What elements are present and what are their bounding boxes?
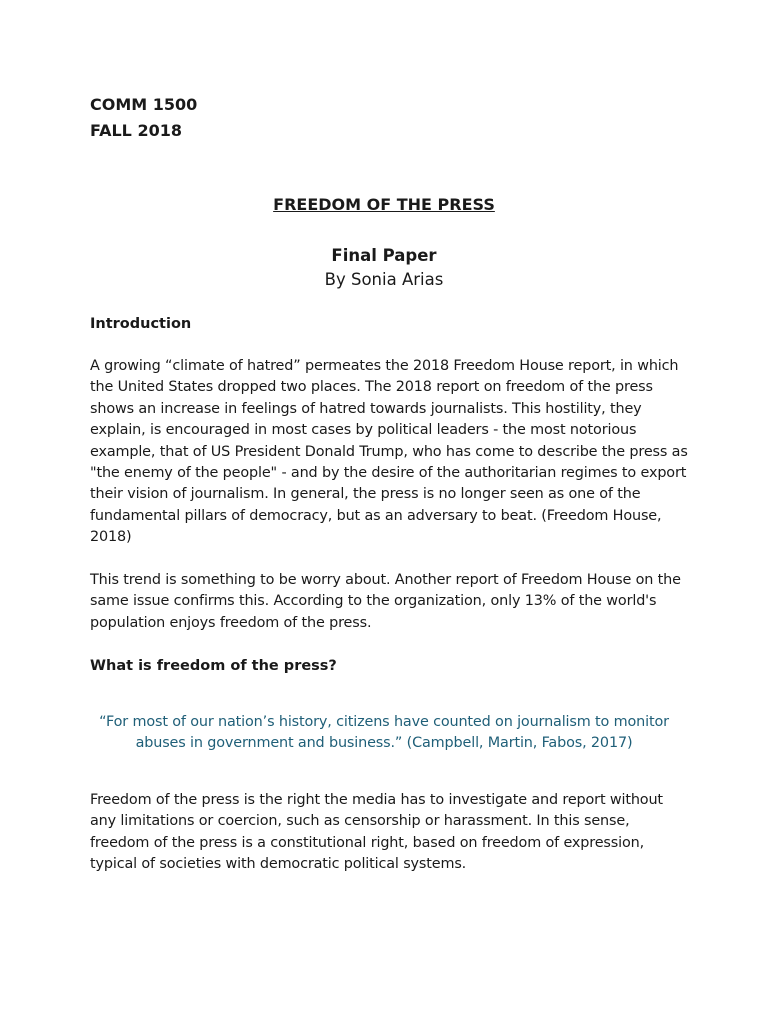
block-quote: “For most of our nation’s history, citizens have counted on journalism to monitor abuses in government and business.” (Campbell, Martin, Fabos, 2017)	[99, 714, 669, 752]
course-term: FALL 2018	[90, 121, 182, 140]
intro-paragraph-2: This trend is something to be worry about. Another report of Freedom House on the same issue confirms this. According to the organization, only 13% of the world's population enjoys freedom of the press.	[90, 572, 681, 631]
paper-title: FREEDOM OF THE PRESS	[273, 195, 495, 214]
intro-paragraph-1: A growing “climate of hatred” permeates the 2018 Freedom House report, in which the United States dropped two places. The 2018 report on freedom of the press shows an increase in feelings of hatred towards journalists. This hostility, they explain, is encouraged in most cases by political leaders - the most notorious example, that of US President Donald Trump, who has come to describe the press as "the enemy of the people" - and by the desire of the authoritarian regimes to export their vision of journalism. In general, the press is no longer seen as one of the fundamental pillars of democracy, but as an adversary to beat. (Freedom House, 2018)	[90, 358, 688, 546]
course-header	[90, 92, 197, 144]
paper-subtitle: Final Paper	[331, 246, 437, 265]
what-is-paragraph-1: Freedom of the press is the right the media has to investigate and report without any limitations or coercion, such as censorship or harassment. In this sense, freedom of the press is a constitutional right, based on freedom of expression, typical of societies with democratic political systems.	[90, 792, 663, 873]
section-heading-introduction: Introduction	[90, 316, 192, 332]
course-code: COMM 1500	[90, 95, 198, 114]
section-heading-what-is: What is freedom of the press?	[90, 658, 337, 674]
paper-author: By Sonia Arias	[324, 270, 444, 289]
